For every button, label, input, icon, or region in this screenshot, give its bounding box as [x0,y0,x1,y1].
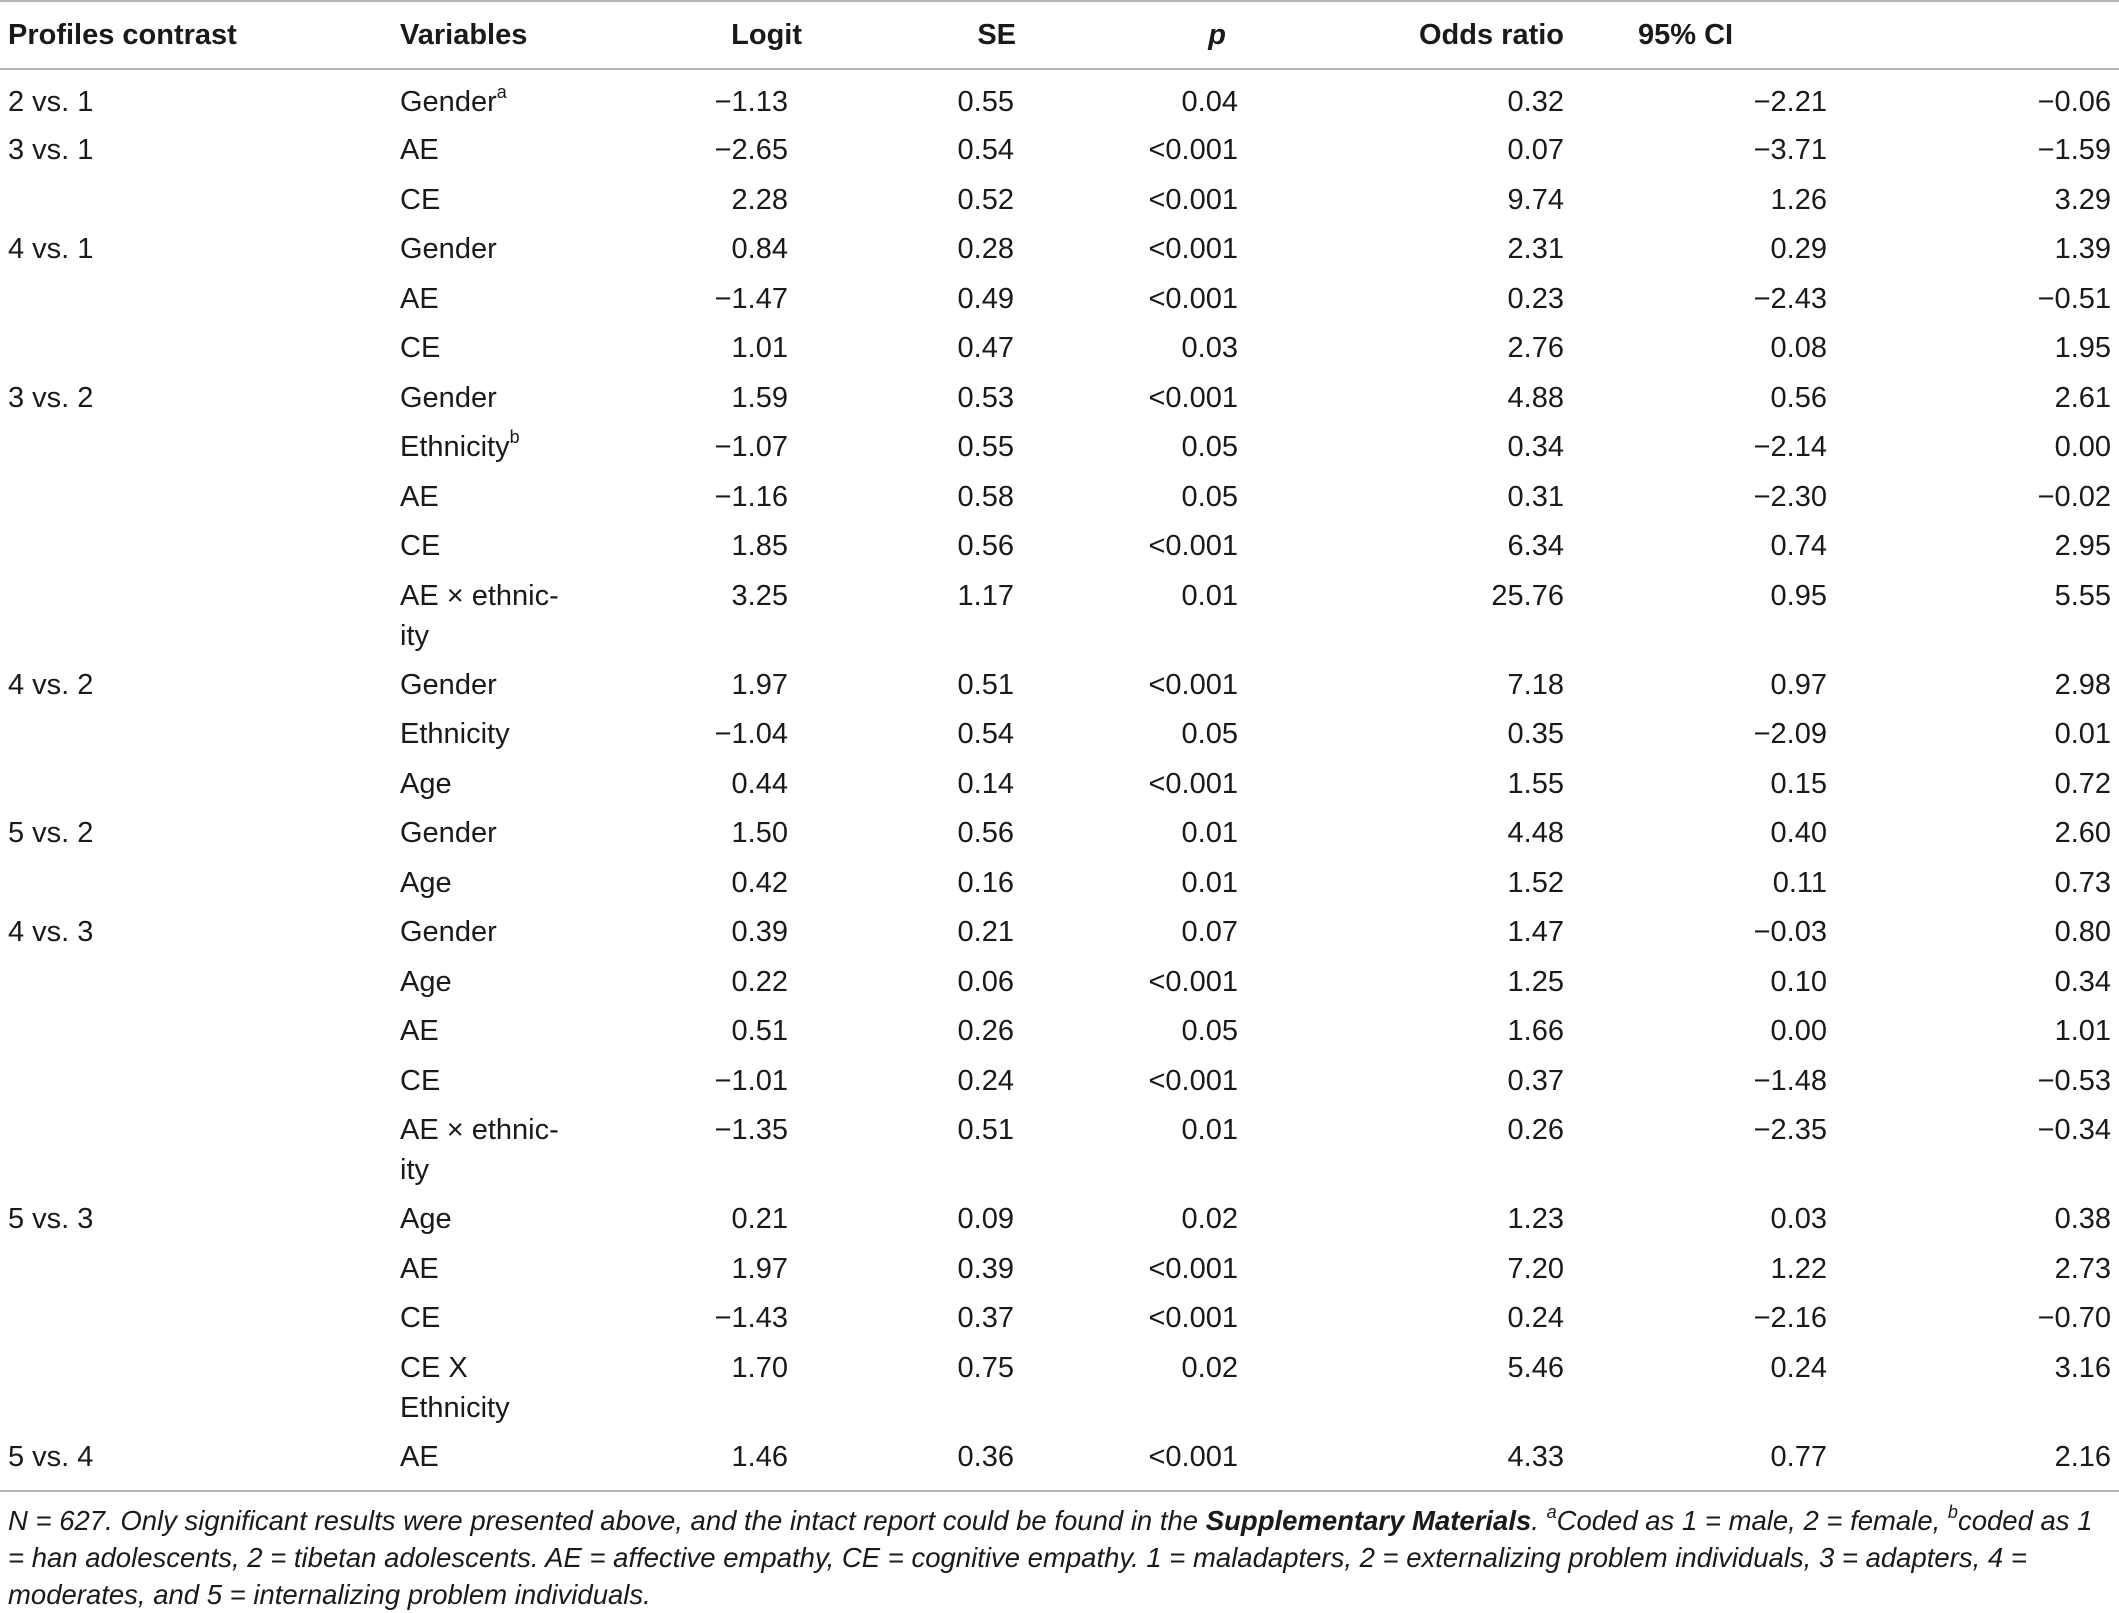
variable-label: CE [400,1064,441,1097]
cell-logit: 0.42 [731,866,788,899]
header-95-ci: 95% CI [1598,1,2119,69]
header-odds-ratio: Odds ratio [1278,1,1598,69]
cell-p: <0.001 [1148,1302,1238,1334]
header-p: p [1036,1,1278,69]
cell-se: 0.26 [957,1015,1014,1047]
cell-ci-upper: 2.95 [2054,530,2112,562]
cell-ci-lower: 0.74 [1770,530,1827,562]
cell-se: 0.51 [957,668,1014,701]
cell-p: 0.01 [1181,1114,1238,1146]
cell-profile: 5 vs. 4 [0,1435,392,1492]
cell-variable [392,1247,570,1297]
cell-variable [392,1009,570,1059]
table-row [0,762,2119,812]
table-row [0,227,2119,277]
variable-label: Age [400,767,452,800]
cell-ci-upper: −0.02 [2037,480,2112,513]
cell-odds-ratio: 0.24 [1507,1302,1564,1334]
cell-ci-lower: 1.26 [1770,183,1827,216]
cell-logit: 1.85 [731,530,788,562]
table-row [0,524,2119,574]
cell-p: 0.01 [1181,579,1238,612]
variable-label: ity [400,1154,429,1186]
variable-label: Age [400,866,452,899]
cell-odds-ratio: 0.07 [1507,134,1564,166]
cell-ci-upper: 1.01 [2054,1015,2112,1047]
variable-label: Gender [400,916,497,948]
cell-logit: −1.01 [714,1064,788,1097]
cell-variable [392,178,570,228]
table-row [0,1197,2119,1247]
cell-logit: −1.13 [714,86,788,118]
cell-variable [392,910,570,960]
cell-logit: −1.04 [714,718,788,750]
cell-ci-upper: −1.59 [2037,134,2112,166]
header-variables: Variables [392,1,570,69]
cell-profile [0,960,392,1010]
table-row [0,574,2119,663]
variable-label: Gender [400,668,497,701]
cell-logit: −1.47 [714,282,788,315]
cell-p: 0.05 [1181,431,1238,463]
cell-odds-ratio: 0.37 [1507,1064,1564,1097]
header-logit: Logit [570,1,810,69]
table-row [0,128,2119,178]
cell-profile [0,1296,392,1346]
cell-variable [392,376,570,426]
cell-profile [0,574,392,663]
cell-p: <0.001 [1148,1064,1238,1097]
table-body [0,69,2119,1491]
cell-ci-lower: 0.15 [1770,767,1827,800]
cell-ci-lower: 0.56 [1770,381,1827,414]
variable-label: CE [400,530,441,562]
cell-p: 0.05 [1181,1015,1238,1047]
cell-profile: 5 vs. 2 [8,817,94,849]
cell-odds-ratio: 0.34 [1507,431,1564,463]
cell-ci-lower: −2.43 [1753,282,1827,315]
variable-label: AE [400,1015,439,1047]
cell-profile [0,425,392,475]
cell-p: <0.001 [1148,282,1238,315]
variable-label: AE [400,1440,439,1473]
cell-variable [392,663,570,713]
cell-ci-upper: 3.29 [2054,183,2112,216]
supplementary-materials-link[interactable]: Supplementary Materials [1205,1505,1532,1536]
cell-se: 0.75 [957,1351,1014,1384]
cell-logit: 2.28 [731,183,788,216]
cell-p: <0.001 [1148,134,1238,166]
cell-odds-ratio: 25.76 [1491,579,1564,612]
cell-profile: 2 vs. 1 [8,86,94,118]
cell-ci-lower: 0.00 [1770,1015,1827,1047]
variable-label: AE [400,134,439,166]
cell-profile [0,712,392,762]
cell-logit: −1.07 [714,431,788,463]
cell-odds-ratio: 7.18 [1507,668,1564,701]
cell-ci-upper: −0.51 [2037,282,2112,315]
cell-se: 0.47 [957,332,1014,364]
cell-logit: −1.35 [714,1114,788,1146]
cell-p: <0.001 [1148,965,1238,998]
cell-variable [392,574,570,663]
cell-ci-lower: −1.48 [1753,1064,1827,1097]
cell-variable [392,425,570,475]
cell-variable [392,1059,570,1109]
cell-ci-lower: −2.14 [1753,431,1827,463]
cell-se: 0.51 [957,1114,1014,1146]
cell-ci-lower: 0.11 [1772,866,1827,899]
cell-logit: 0.44 [731,767,788,800]
cell-se: 1.17 [957,579,1014,612]
variable-label: Gender [400,817,497,849]
cell-ci-lower: 0.29 [1770,233,1827,265]
cell-variable [392,861,570,911]
cell-logit: 1.97 [731,668,788,701]
cell-ci-lower: 1.22 [1770,1252,1827,1285]
table-row [0,1009,2119,1059]
table-row [0,1435,2119,1492]
cell-logit: 1.70 [731,1351,788,1384]
cell-odds-ratio: 7.20 [1507,1252,1564,1285]
cell-se: 0.28 [957,233,1014,265]
cell-logit: 1.97 [731,1252,788,1285]
cell-odds-ratio: 6.34 [1507,530,1564,562]
cell-odds-ratio: 0.26 [1507,1114,1564,1146]
cell-odds-ratio: 0.35 [1507,718,1564,750]
cell-variable [392,128,570,178]
cell-ci-lower: −2.09 [1753,718,1827,750]
table-row [0,1247,2119,1297]
cell-ci-lower: −0.03 [1753,916,1827,948]
cell-ci-upper: 2.73 [2054,1252,2112,1285]
cell-variable [392,475,570,525]
cell-se: 0.39 [957,1252,1014,1285]
cell-ci-upper: 0.38 [2054,1203,2112,1235]
cell-se: 0.09 [957,1203,1014,1235]
cell-profile [0,475,392,525]
cell-logit: 0.39 [731,916,788,948]
cell-profile: 3 vs. 2 [8,381,94,414]
cell-odds-ratio: 0.32 [1507,86,1564,118]
cell-p: <0.001 [1148,1252,1238,1285]
variable-label: CE X [400,1351,468,1384]
cell-ci-lower: 0.95 [1770,579,1827,612]
cell-variable [392,1296,570,1346]
variable-footnote-marker: a [496,82,507,103]
cell-se: 0.56 [957,817,1014,849]
cell-ci-upper: 0.00 [2054,431,2112,463]
table-row [0,475,2119,525]
cell-logit: 0.22 [731,965,788,998]
variable-label: ity [400,619,429,652]
table-row [0,178,2119,228]
cell-p: 0.02 [1181,1351,1238,1384]
cell-ci-upper: −0.70 [2037,1302,2112,1334]
table-row [0,1296,2119,1346]
cell-se: 0.24 [957,1064,1014,1097]
variable-label: Ethnicity [400,1391,510,1424]
cell-variable [392,1108,570,1197]
cell-ci-upper: 0.72 [2054,767,2112,800]
cell-variable [392,69,570,128]
cell-odds-ratio: 0.31 [1507,480,1564,513]
variable-label: AE [400,480,439,513]
variable-label: AE × ethnic- [400,579,559,612]
cell-ci-lower: 0.08 [1770,332,1827,364]
variable-label: Age [400,965,452,998]
variable-label: Gender [400,86,497,118]
cell-ci-lower: 0.40 [1770,817,1827,849]
variable-label: Ethnicity [400,431,510,463]
header-profiles-contrast: Profiles contrast [0,1,392,69]
cell-se: 0.21 [957,916,1014,948]
cell-logit: 1.50 [731,817,788,849]
cell-odds-ratio: 9.74 [1507,183,1564,216]
cell-variable [392,227,570,277]
cell-ci-lower: 0.10 [1770,965,1827,998]
cell-ci-upper: 1.39 [2054,233,2112,265]
cell-odds-ratio: 5.46 [1507,1351,1564,1384]
cell-profile [0,861,392,911]
table-row [0,910,2119,960]
cell-profile [0,1108,392,1197]
cell-se: 0.55 [957,86,1014,118]
variable-label: CE [400,183,441,216]
cell-odds-ratio: 2.76 [1507,332,1564,364]
cell-ci-upper: 2.98 [2054,668,2112,701]
footnote-text-2: . [1531,1505,1547,1536]
cell-profile [0,1346,392,1435]
table-row [0,712,2119,762]
footnote-marker-a: a [1546,1501,1557,1522]
cell-profile [0,1009,392,1059]
cell-variable [392,1435,570,1492]
cell-profile [0,326,392,376]
cell-p: <0.001 [1148,767,1238,800]
cell-variable [392,960,570,1010]
cell-ci-upper: 3.16 [2054,1351,2112,1384]
cell-logit: −1.43 [714,1302,788,1334]
cell-profile [0,277,392,327]
cell-p: 0.01 [1181,817,1238,849]
cell-ci-upper: 2.61 [2054,381,2112,414]
table-row [0,326,2119,376]
cell-ci-lower: −2.21 [1753,86,1827,118]
cell-variable [392,1346,570,1435]
cell-p: <0.001 [1148,183,1238,216]
table-row [0,425,2119,475]
cell-ci-lower: 0.77 [1598,1435,1857,1492]
cell-ci-lower: −2.16 [1753,1302,1827,1334]
cell-se: 0.06 [957,965,1014,998]
variable-label: Age [400,1203,452,1235]
cell-logit: 1.01 [731,332,788,364]
cell-p: <0.001 [1036,1435,1278,1492]
cell-ci-upper: 0.01 [2054,718,2112,750]
cell-profile: 4 vs. 1 [8,233,94,265]
cell-odds-ratio: 1.52 [1507,866,1564,899]
variable-label: Ethnicity [400,718,510,750]
cell-ci-upper: 2.60 [2054,817,2112,849]
variable-label: Gender [400,233,497,265]
cell-profile [0,178,392,228]
cell-odds-ratio: 1.55 [1507,767,1564,800]
cell-logit: 0.51 [731,1015,788,1047]
cell-se: 0.56 [957,530,1014,562]
cell-ci-lower: −3.71 [1753,134,1827,166]
cell-odds-ratio: 4.48 [1507,817,1564,849]
cell-se: 0.53 [957,381,1014,414]
cell-se: 0.54 [957,718,1014,750]
cell-ci-lower: −2.30 [1753,480,1827,513]
cell-ci-upper: −0.53 [2037,1064,2112,1097]
cell-se: 0.58 [957,480,1014,513]
cell-p: 0.05 [1181,718,1238,750]
cell-ci-lower: 0.03 [1770,1203,1827,1235]
cell-variable [392,762,570,812]
cell-logit: 0.84 [731,233,788,265]
cell-p: 0.07 [1181,916,1238,948]
cell-se: 0.14 [957,767,1014,800]
cell-se: 0.55 [957,431,1014,463]
footnote-text-1: N = 627. Only significant results were presented above, and the intact report could be found in the [8,1505,1206,1536]
cell-logit: −2.65 [714,134,788,166]
cell-p: 0.04 [1181,86,1238,118]
cell-profile [0,1059,392,1109]
variable-label: CE [400,332,441,364]
cell-se: 0.52 [957,183,1014,216]
table-row [0,69,2119,128]
cell-p: 0.03 [1181,332,1238,364]
cell-ci-lower: 0.97 [1770,668,1827,701]
cell-p: <0.001 [1148,381,1238,414]
cell-odds-ratio: 4.88 [1507,381,1564,414]
header-se: SE [810,1,1036,69]
variable-label: AE [400,1252,439,1285]
cell-ci-upper: 0.73 [2054,866,2112,899]
cell-logit: 1.59 [731,381,788,414]
footnote-marker-b: b [1947,1501,1958,1522]
cell-p: <0.001 [1148,668,1238,701]
cell-profile [0,524,392,574]
cell-logit: 0.21 [731,1203,788,1235]
cell-ci-lower: 0.24 [1770,1351,1827,1384]
cell-odds-ratio: 1.66 [1507,1015,1564,1047]
table-row [0,277,2119,327]
table-header-row [0,1,2119,69]
cell-profile [0,1247,392,1297]
table-row [0,1108,2119,1197]
table-footnote [0,1492,2119,1613]
cell-se: 0.37 [957,1302,1014,1334]
cell-ci-upper: −0.34 [2037,1114,2112,1146]
table-row [0,861,2119,911]
cell-p: 0.05 [1181,480,1238,513]
table-row [0,960,2119,1010]
cell-variable [392,1197,570,1247]
cell-odds-ratio: 1.47 [1507,916,1564,948]
cell-ci-upper: −0.06 [2037,86,2112,118]
cell-logit: 1.46 [570,1435,810,1492]
cell-p: 0.01 [1181,866,1238,899]
footnote-text-4: coded as 1 = han adolescents, 2 = tibetan adolescents. AE = affective empathy, CE = cognitive empathy. 1 = maladapters, 2 = externalizing problem individuals, 3 = adapters, 4 = moderates, and 5 = internalizing problem individuals. [8,1505,2093,1610]
table-row [0,376,2119,426]
cell-se: 0.49 [957,282,1014,315]
table-row [0,1346,2119,1435]
cell-variable [392,811,570,861]
cell-variable [392,524,570,574]
table-row [0,811,2119,861]
footnote-text-3: Coded as 1 = male, 2 = female, [1556,1505,1948,1536]
variable-label: CE [400,1302,441,1334]
variable-label: Gender [400,381,497,414]
cell-profile: 4 vs. 2 [8,668,94,701]
cell-variable [392,712,570,762]
table-row [0,1059,2119,1109]
cell-p: <0.001 [1148,233,1238,265]
cell-odds-ratio: 2.31 [1507,233,1564,265]
cell-ci-upper: 5.55 [2054,579,2112,612]
cell-profile [0,762,392,812]
cell-se: 0.16 [957,866,1014,899]
cell-odds-ratio: 4.33 [1278,1435,1598,1492]
cell-p: 0.02 [1181,1203,1238,1235]
cell-odds-ratio: 1.25 [1507,965,1564,998]
cell-se: 0.36 [810,1435,1036,1492]
cell-profile: 3 vs. 1 [8,134,94,166]
cell-odds-ratio: 0.23 [1507,282,1564,315]
table-row [0,663,2119,713]
cell-variable [392,277,570,327]
cell-logit: 3.25 [731,579,788,612]
cell-variable [392,326,570,376]
cell-profile: 4 vs. 3 [8,916,94,948]
cell-ci-upper: 0.80 [2054,916,2112,948]
variable-label: AE × ethnic- [400,1114,559,1146]
cell-se: 0.54 [957,134,1014,166]
variable-label: AE [400,282,439,315]
cell-profile: 5 vs. 3 [8,1203,94,1235]
variable-footnote-marker: b [509,427,520,448]
cell-ci-upper: 1.95 [2054,332,2112,364]
cell-ci-upper: 2.16 [1857,1435,2119,1492]
cell-ci-lower: −2.35 [1753,1114,1827,1146]
cell-p: <0.001 [1148,530,1238,562]
cell-logit: −1.16 [714,480,788,513]
cell-ci-upper: 0.34 [2054,965,2112,998]
cell-odds-ratio: 1.23 [1507,1203,1564,1235]
